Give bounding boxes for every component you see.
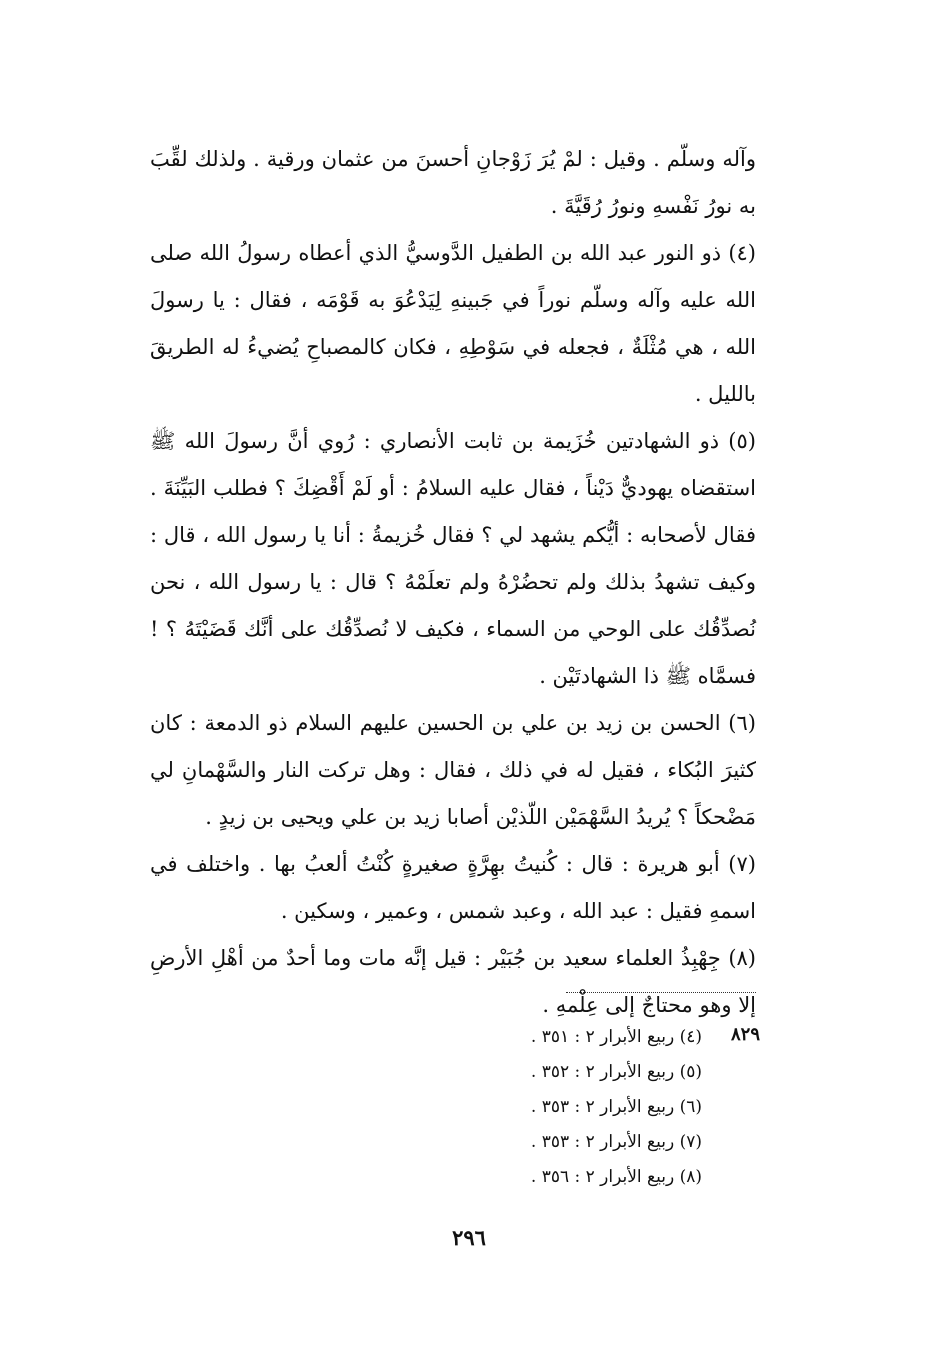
footnote-7: (٧) ربيع الأبرار ٢ : ٣٥٣ . [530, 1132, 702, 1152]
footnote-4: (٤) ربيع الأبرار ٢ : ٣٥١ . [530, 1027, 702, 1047]
paragraph-5: (٥) ذو الشهادتين خُزَيمة بن ثابت الأنصاري : رُوي أنَّ رسولَ الله ﷺ استقضاه يهوديٌّ دَيْناً ، فقال عليه السلامُ : أو لَمْ أَقْضِكَ ؟ فطلب البَيِّنَةَ . فقال لأصحابه : أيُّكم يشهد لي ؟ فقال خُزيمةُ : أنا يا رسول الله ، قال : وكيف تشهدُ بذلك ولم تحضُرْهُ ولم تعلَمْهُ ؟ قال : يا رسول الله ، نحن نُصدِّقُك على الوحي من السماء ، فكيف لا نُصدِّقُك على أنَّك قَضَيْتَهُ ؟ ! فسمَّاه ﷺ ذا الشهادتَيْن . [150, 429, 756, 688]
paragraph-6: (٦) الحسن بن زيد بن علي بن الحسين عليهم السلام ذو الدمعة : كان كثيرَ البُكاء ، فقيل له في ذلك ، فقال : وهل تركت النار والسَّهْمانِ لي مَضْحكاً ؟ يُريدُ السَّهْمَيْن اللّذيْن أصابا زيد بن علي ويحيى بن زيدٍ . [150, 711, 756, 829]
page-number: ٢٩٦ [452, 1225, 486, 1250]
footnote-divider [566, 992, 756, 993]
main-text [150, 136, 756, 1029]
footnote-5: (٥) ربيع الأبرار ٢ : ٣٥٢ . [530, 1062, 702, 1082]
footnote-8: (٨) ربيع الأبرار ٢ : ٣٥٦ . [530, 1167, 702, 1187]
paragraph-4: (٤) ذو النور عبد الله بن الطفيل الدَّوسيُّ الذي أعطاه رسولُ الله صلى الله عليه وآله وسلّم نوراً في جَبينهِ لِيَدْعُوَ به قَوْمَه ، فقال : يا رسولَ الله ، هي مُثْلَةٌ ، فجعله في سَوْطِهِ ، فكان كالمصباحِ يُضيءُ له الطريقَ بالليل . [150, 241, 756, 406]
paragraph-continuation: وآله وسلّم . وقيل : لمْ يُرَ زَوْجانِ أحسنَ من عثمان ورقية . ولذلك لقِّبَ به نورُ نَفْسهِ ونورُ رُقَيَّةَ . [150, 147, 756, 218]
footnotes [400, 1020, 702, 1195]
paragraph-8: (٨) جِهْبِذُ العلماء سعيد بن جُبَيْر : قيل إنَّه مات وما أحدٌ من أهْلِ الأرضِ إلا وهو محتاجٌ إلى عِلْمهِ . [150, 946, 756, 1017]
footnote-6: (٦) ربيع الأبرار ٢ : ٣٥٣ . [530, 1097, 702, 1117]
paragraph-7: (٧) أبو هريرة : قال : كُنيتُ بهِرَّةٍ صغيرةٍ كُنْتُ ألعبُ بها . واختلف في اسمهِ فقيل : عبد الله ، وعبد شمس ، وعمير ، وسكين . [150, 852, 756, 923]
footnote-page-reference: ٨٢٩ [730, 1024, 760, 1045]
